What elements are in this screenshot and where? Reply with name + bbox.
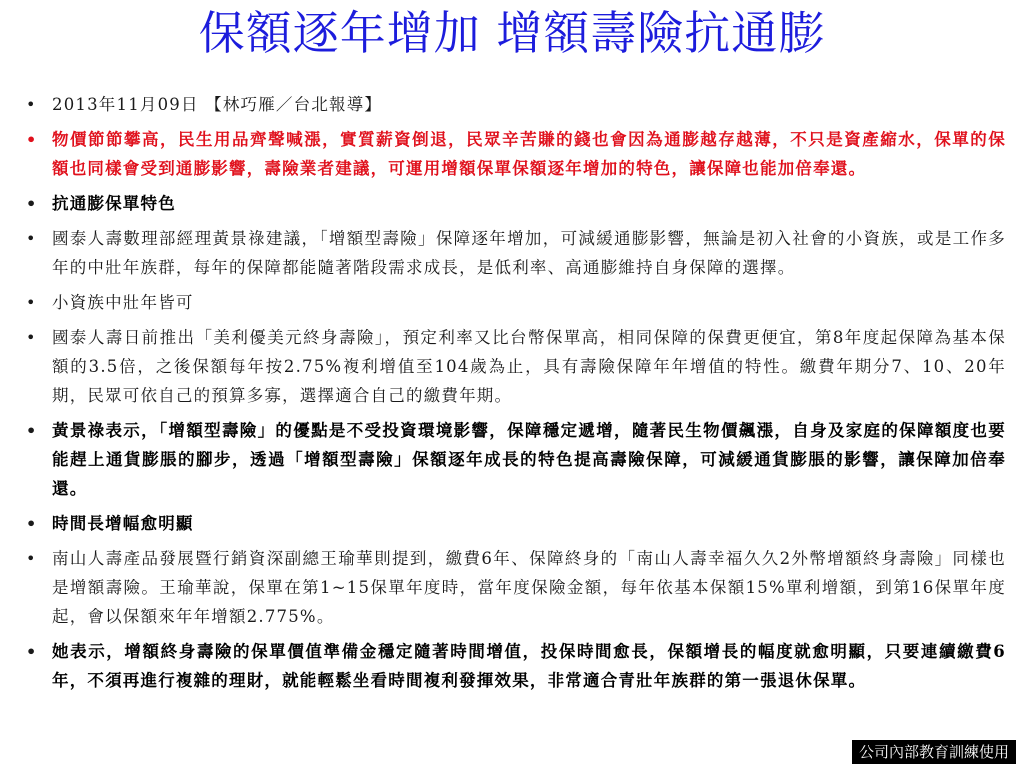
- bullet-heading-growth: [22, 509, 1006, 538]
- bullet-text: 國泰人壽日前推出「美利優美元終身壽險」，預定利率又比台幣保單高，相同保障的保費更便宜，第8年度起保障為基本保額的3.5倍，之後保額每年按2.75%複利增值至104歲為止，具有壽險保障年年增值的特性。繳費年期分7、10、20年期，民眾可依自己的預算多寡，選擇適合自己的繳費年期。: [52, 328, 1006, 405]
- bullet-cathay-advice: [22, 224, 1006, 282]
- bullet-nanshan-product: [22, 544, 1006, 631]
- internal-training-badge: 公司內部教育訓練使用: [852, 740, 1016, 764]
- bullet-text: 2013年11月09日 【林巧雁／台北報導】: [52, 95, 383, 114]
- bullet-text: 南山人壽產品發展暨行銷資深副總王瑜華則提到，繳費6年、保障終身的「南山人壽幸福久久2外幣增額終身壽險」同樣也是增額壽險。王瑜華說，保單在第1~15保單年度時，當年度保險金額，每年依基本保額15%單利增額，到第16保單年度起，會以保額來年年增額2.775%。: [52, 549, 1006, 626]
- bullet-marker: •: [26, 293, 37, 312]
- bullet-marker: •: [26, 229, 37, 248]
- bullet-marker: •: [26, 514, 38, 533]
- bullet-marker: •: [26, 642, 38, 661]
- bullet-advantages: [22, 416, 1006, 503]
- bullet-marker: •: [26, 194, 38, 213]
- bullet-heading-audience: [22, 288, 1006, 317]
- bullet-text: 黃景祿表示，「增額型壽險」的優點是不受投資環境影響，保障穩定遞增，隨著民生物價飆漲，自身及家庭的保障額度也要能趕上通貨膨脹的腳步，透過「增額型壽險」保額逐年成長的特色提高壽險保障，可減緩通貨膨脹的影響，讓保障加倍奉還。: [52, 421, 1006, 498]
- bullet-marker: •: [26, 95, 37, 114]
- bullet-cathay-product: [22, 323, 1006, 410]
- bullet-marker: •: [26, 328, 37, 347]
- bullet-text: 時間長增幅愈明顯: [52, 514, 194, 533]
- bullet-date-source: [22, 90, 1006, 119]
- bullet-text: 抗通膨保單特色: [52, 194, 176, 213]
- slide-title: 保額逐年增加 增額壽險抗通膨: [198, 6, 826, 60]
- bullet-text: 物價節節攀高，民生用品齊聲喊漲，實質薪資倒退，民眾辛苦賺的錢也會因為通膨越存越薄，不只是資產縮水，保單的保額也同樣會受到通膨影響，壽險業者建議，可運用增額保單保額逐年增加的特色，讓保障也能加倍奉還。: [52, 130, 1006, 178]
- bullet-intro-highlight: [22, 125, 1006, 183]
- bullet-text: 她表示，增額終身壽險的保單價值準備金穩定隨著時間增值，投保時間愈長，保額增長的幅度就愈明顯，只要連續繳費6年，不須再進行複雜的理財，就能輕鬆坐看時間複利發揮效果，非常適合青壯年族群的第一張退休保單。: [52, 642, 1006, 690]
- bullet-list: [22, 90, 1006, 701]
- bullet-conclusion: [22, 637, 1006, 695]
- bullet-marker: •: [26, 130, 38, 149]
- bullet-marker: •: [26, 549, 37, 568]
- bullet-text: 小資族中壯年皆可: [52, 293, 194, 312]
- bullet-marker: •: [26, 421, 38, 440]
- bullet-text: 國泰人壽數理部經理黃景祿建議，「增額型壽險」保障逐年增加，可減緩通膨影響，無論是初入社會的小資族，或是工作多年的中壯年族群，每年的保障都能隨著階段需求成長，是低利率、高通膨維持自身保障的選擇。: [52, 229, 1006, 277]
- bullet-heading-features: [22, 189, 1006, 218]
